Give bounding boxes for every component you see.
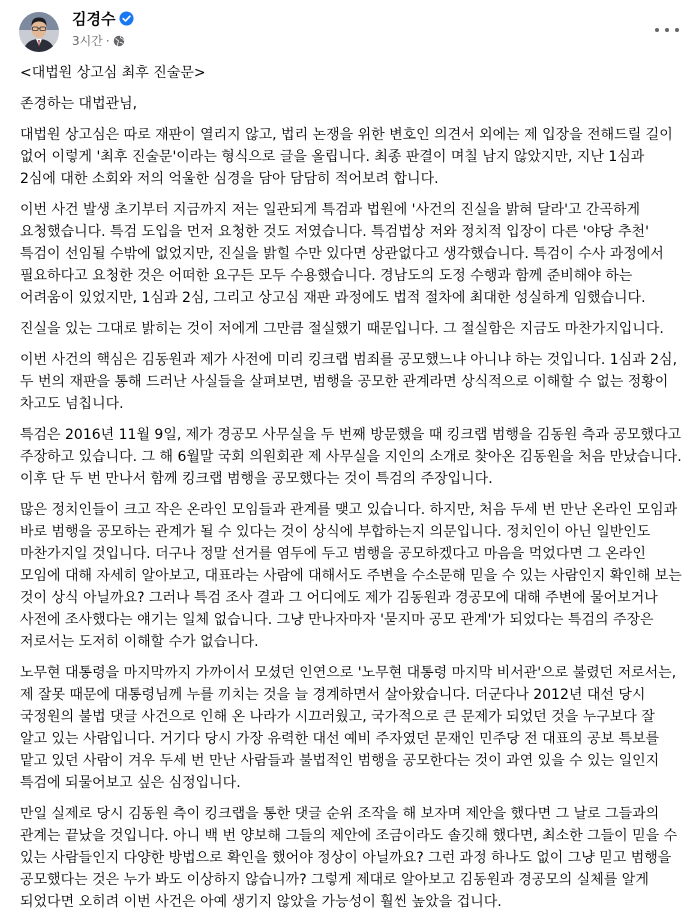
post-paragraph: 대법원 상고심은 따로 재판이 열리지 않고, 법리 논쟁을 위한 변호인 의견서 외에는 제 입장을 전해드릴 길이 없어 이렇게 '최후 진술문'이라는 형식으로 글을 올립니다. 최종 판결이 며칠 남지 않았지만, 지난 1심과 2심에 대한 소회와 저의 억울한 심경을 담아 담담히 적어보려 합니다. bbox=[20, 127, 678, 187]
post-paragraph: 이번 사건 발생 초기부터 지금까지 저는 일관되게 특검과 법원에 '사건의 진실을 밝혀 달라'고 간곡하게 요청했습니다. 특검 도입을 먼저 요청한 것도 저였습니다. 특검법상 저와 정치적 입장이 다른 '야당 추천' 특검이 선임될 수밖에 없었지만, 진실을 밝힐 수만 있다면 상관없다고 생각했습니다. 특검이 수사 과정에서 필요하다고 요청한 것은 어떠한 요구든 모두 수용했습니다. 경남도의 도정 수행과 함께 준비해야 하는 어려움이 있었지만, 1심과 2심, 그리고 상고심 재판 과정에도 법적 절차에 최대한 성실하게 임했습니다. bbox=[20, 202, 669, 306]
globe-icon[interactable] bbox=[113, 35, 125, 47]
post-timestamp[interactable]: 3시간 bbox=[72, 34, 103, 48]
post-paragraph: 만일 실제로 당시 김동원 측이 킹크랩을 통한 댓글 순위 조작을 해 보자며 제안을 했다면 그 날로 그들과의 관계는 끝났을 것입니다. 아니 백 번 양보해 그들의 제안에 조금이라도 솔깃해 했다면, 최소한 그들이 믿을 수 있는 사람들인지 다양한 방법으로 확인을 했어야 정상이 아닐까요? 그런 과정 하나도 없이 그냥 믿고 범행을 공모했다는 것은 누가 봐도 이상하지 않습니까? 그렇게 제대로 알아보고 김동원과 경공모의 실체를 알게 되었다면 오히려 이번 사건은 아예 생기지 않았을 가능성이 훨씬 높았을 겁니다. bbox=[20, 806, 682, 910]
avatar-image bbox=[19, 12, 59, 52]
post-header bbox=[0, 0, 699, 60]
more-dot bbox=[675, 28, 679, 32]
post-paragraph: 이번 사건의 핵심은 김동원과 제가 사전에 미리 킹크랩 범죄를 공모했느냐 아니냐 하는 것입니다. 1심과 2심, 두 번의 재판을 통해 드러난 사실들을 살펴보면, 범행을 공모한 관계라면 상식적으로 이해할 수 없는 정황이 차고도 넘칩니다. bbox=[20, 352, 682, 412]
post-paragraph: 진실을 있는 그대로 밝히는 것이 저에게 그만큼 절실했기 때문입니다. 그 절실함은 지금도 마찬가지입니다. bbox=[20, 321, 664, 337]
more-options-icon[interactable] bbox=[655, 22, 679, 38]
post-salutation: 존경하는 대법관님, bbox=[20, 96, 138, 112]
post-paragraph: 노무현 대통령을 마지막까지 가까이서 모셨던 인연으로 '노무현 대통령 마지막 비서관'으로 불렸던 저로서는, 제 잘못 때문에 대통령님께 누를 끼치는 것을 늘 경계하면서 살아왔습니다. 더군다나 2012년 대선 당시 국정원의 불법 댓글 사건으로 인해 온 나라가 시끄러웠고, 국가적으로 큰 문제가 되었던 것을 누구보다 잘 알고 있는 사람입니다. 거기다 당시 가장 유력한 대선 예비 주자였던 문재인 민주당 전 대표의 공보 특보를 맡고 있던 사람이 겨우 두세 번 만난 사람들과 불법적인 범행을 공모한다는 것이 과연 있을 수 있는 일인지 특검에 되물어보고 싶은 심정입니다. bbox=[20, 665, 681, 791]
avatar[interactable] bbox=[19, 12, 59, 52]
author-name-row bbox=[72, 9, 134, 29]
post-heading: <대법원 상고심 최후 진술문> bbox=[20, 65, 206, 81]
post-meta bbox=[72, 33, 125, 49]
verified-badge-icon bbox=[119, 11, 134, 26]
post-paragraph: 특검은 2016년 11월 9일, 제가 경공모 사무실을 두 번째 방문했을 때 킹크랩 범행을 김동원 측과 공모했다고 주장하고 있습니다. 그 해 6월말 국회 의원회관 제 사무실을 지인의 소개로 찾아온 김동원을 처음 만났습니다. 이후 단 두 번 만나서 함께 킹크랩 범행을 공모했다는 것이 특검의 주장입니다. bbox=[20, 427, 687, 487]
post-body bbox=[20, 62, 687, 922]
meta-separator: · bbox=[105, 34, 110, 48]
more-dot bbox=[655, 28, 659, 32]
more-dot bbox=[665, 28, 669, 32]
post-paragraph: 많은 정치인들이 크고 작은 온라인 모임들과 관계를 맺고 있습니다. 하지만, 처음 두세 번 만난 온라인 모임과 바로 범행을 공모하는 관계가 될 수 있다는 것이 상식에 부합하는지 의문입니다. 정치인이 아닌 일반인도 마찬가지일 것입니다. 더구나 정말 선거를 염두에 두고 범행을 공모하겠다고 마음을 먹었다면 그 온라인 모임에 대해 자세히 알아보고, 대표라는 사람에 대해서도 주변을 수소문해 믿을 수 있는 사람인지 확인해 보는 것이 상식 아닐까요? 그러나 특검 조사 결과 그 어디에도 제가 김동원과 경공모에 대해 주변에 물어보거나 사전에 조사했다는 얘기는 일체 없습니다. 그냥 만나자마자 '묻지마 공모 관계'가 되었다는 특검의 주장은 저로서는 도저히 이해할 수가 없습니다. bbox=[20, 502, 687, 650]
author-name[interactable]: 김경수 bbox=[72, 10, 116, 28]
